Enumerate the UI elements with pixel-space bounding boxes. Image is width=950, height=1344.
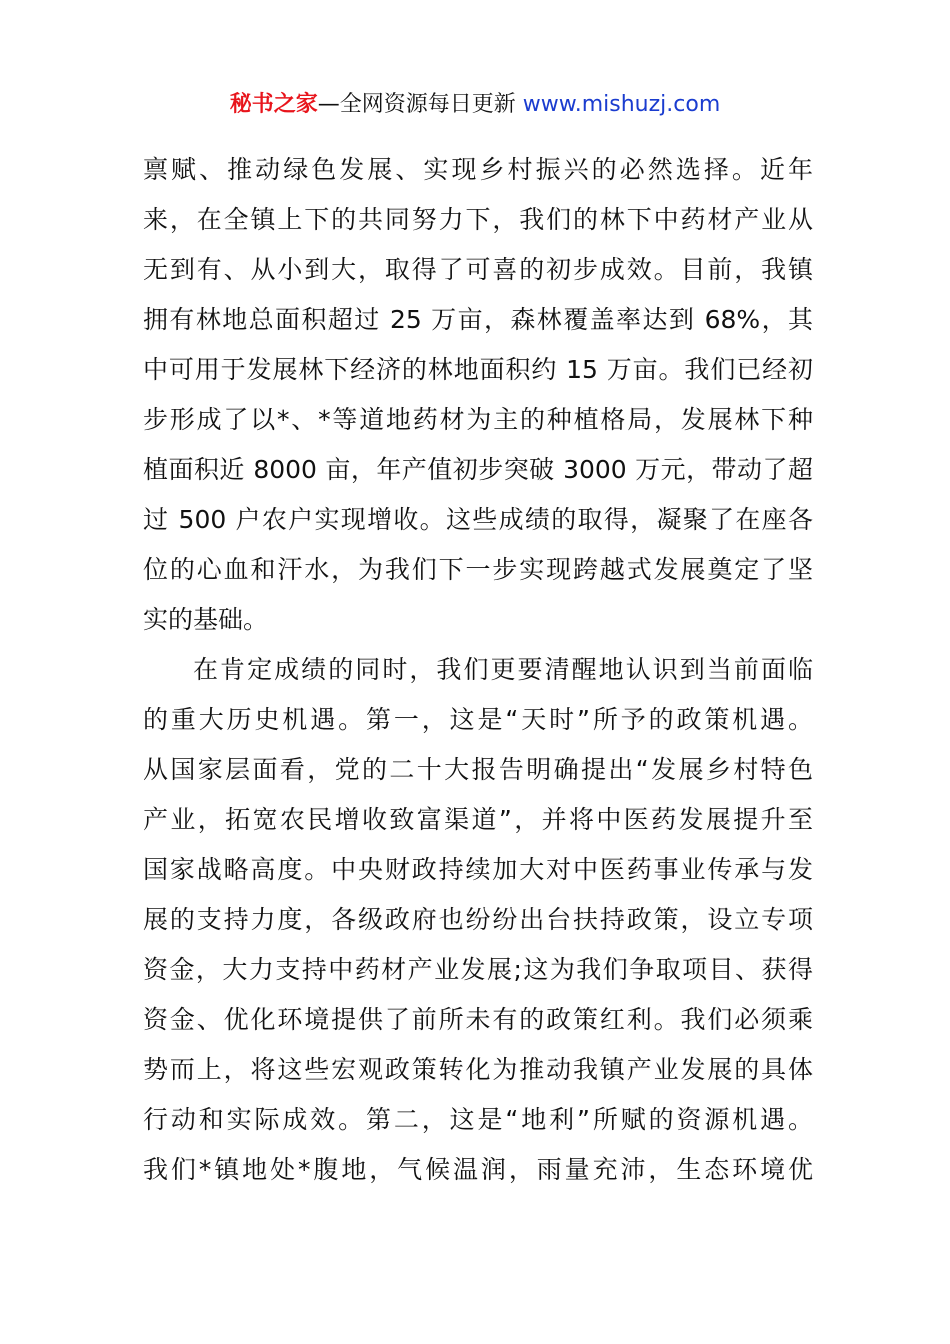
text-line: 过 500 户农户实现增收。这些成绩的取得，凝聚了在座各 <box>143 505 813 534</box>
website-link[interactable]: www.mishuzj.com <box>522 92 721 117</box>
text-line: 从国家层面看，党的二十大报告明确提出“发展乡村特色 <box>143 755 813 784</box>
text-line: 国家战略高度。中央财政持续加大对中医药事业传承与发 <box>143 855 813 884</box>
text-line: 实的基础。 <box>143 605 269 634</box>
text-line: 产业，拓宽农民增收致富渠道”，并将中医药发展提升至 <box>143 805 813 834</box>
text-line: 拥有林地总面积超过 25 万亩，森林覆盖率达到 68%，其 <box>143 305 813 334</box>
text-line: 位的心血和汗水，为我们下一步实现跨越式发展奠定了坚 <box>143 555 813 584</box>
text-line: 步形成了以*、*等道地药材为主的种植格局，发展林下种 <box>143 405 813 434</box>
brand-name: 秘书之家 <box>229 92 318 117</box>
text-line: 我们*镇地处*腹地，气候温润，雨量充沛，生态环境优 <box>143 1155 813 1184</box>
text-line: 资金，大力支持中药材产业发展;这为我们争取项目、获得 <box>143 955 813 984</box>
text-line: 势而上，将这些宏观政策转化为推动我镇产业发展的具体 <box>143 1055 813 1084</box>
text-line: 的重大历史机遇。第一，这是“天时”所予的政策机遇。 <box>143 705 813 734</box>
text-line: 展的支持力度，各级政府也纷纷出台扶持政策，设立专项 <box>143 905 813 934</box>
page-header <box>0 89 950 121</box>
text-line: 中可用于发展林下经济的林地面积约 15 万亩。我们已经初 <box>143 355 813 384</box>
text-line: 禀赋、推动绿色发展、实现乡村振兴的必然选择。近年 <box>143 155 813 184</box>
text-line: 来，在全镇上下的共同努力下，我们的林下中药材产业从 <box>143 205 813 234</box>
header-tagline: —全网资源每日更新 <box>317 92 516 117</box>
text-line: 资金、优化环境提供了前所未有的政策红利。我们必须乘 <box>143 1005 813 1034</box>
text-line: 植面积近 8000 亩，年产值初步突破 3000 万元，带动了超 <box>143 455 813 484</box>
text-line: 无到有、从小到大，取得了可喜的初步成效。目前，我镇 <box>143 255 813 284</box>
document-body <box>143 145 813 1195</box>
paragraph-first-line: 在肯定成绩的同时，我们更要清醒地认识到当前面临 <box>193 655 813 684</box>
text-line: 行动和实际成效。第二，这是“地利”所赋的资源机遇。 <box>143 1105 813 1134</box>
